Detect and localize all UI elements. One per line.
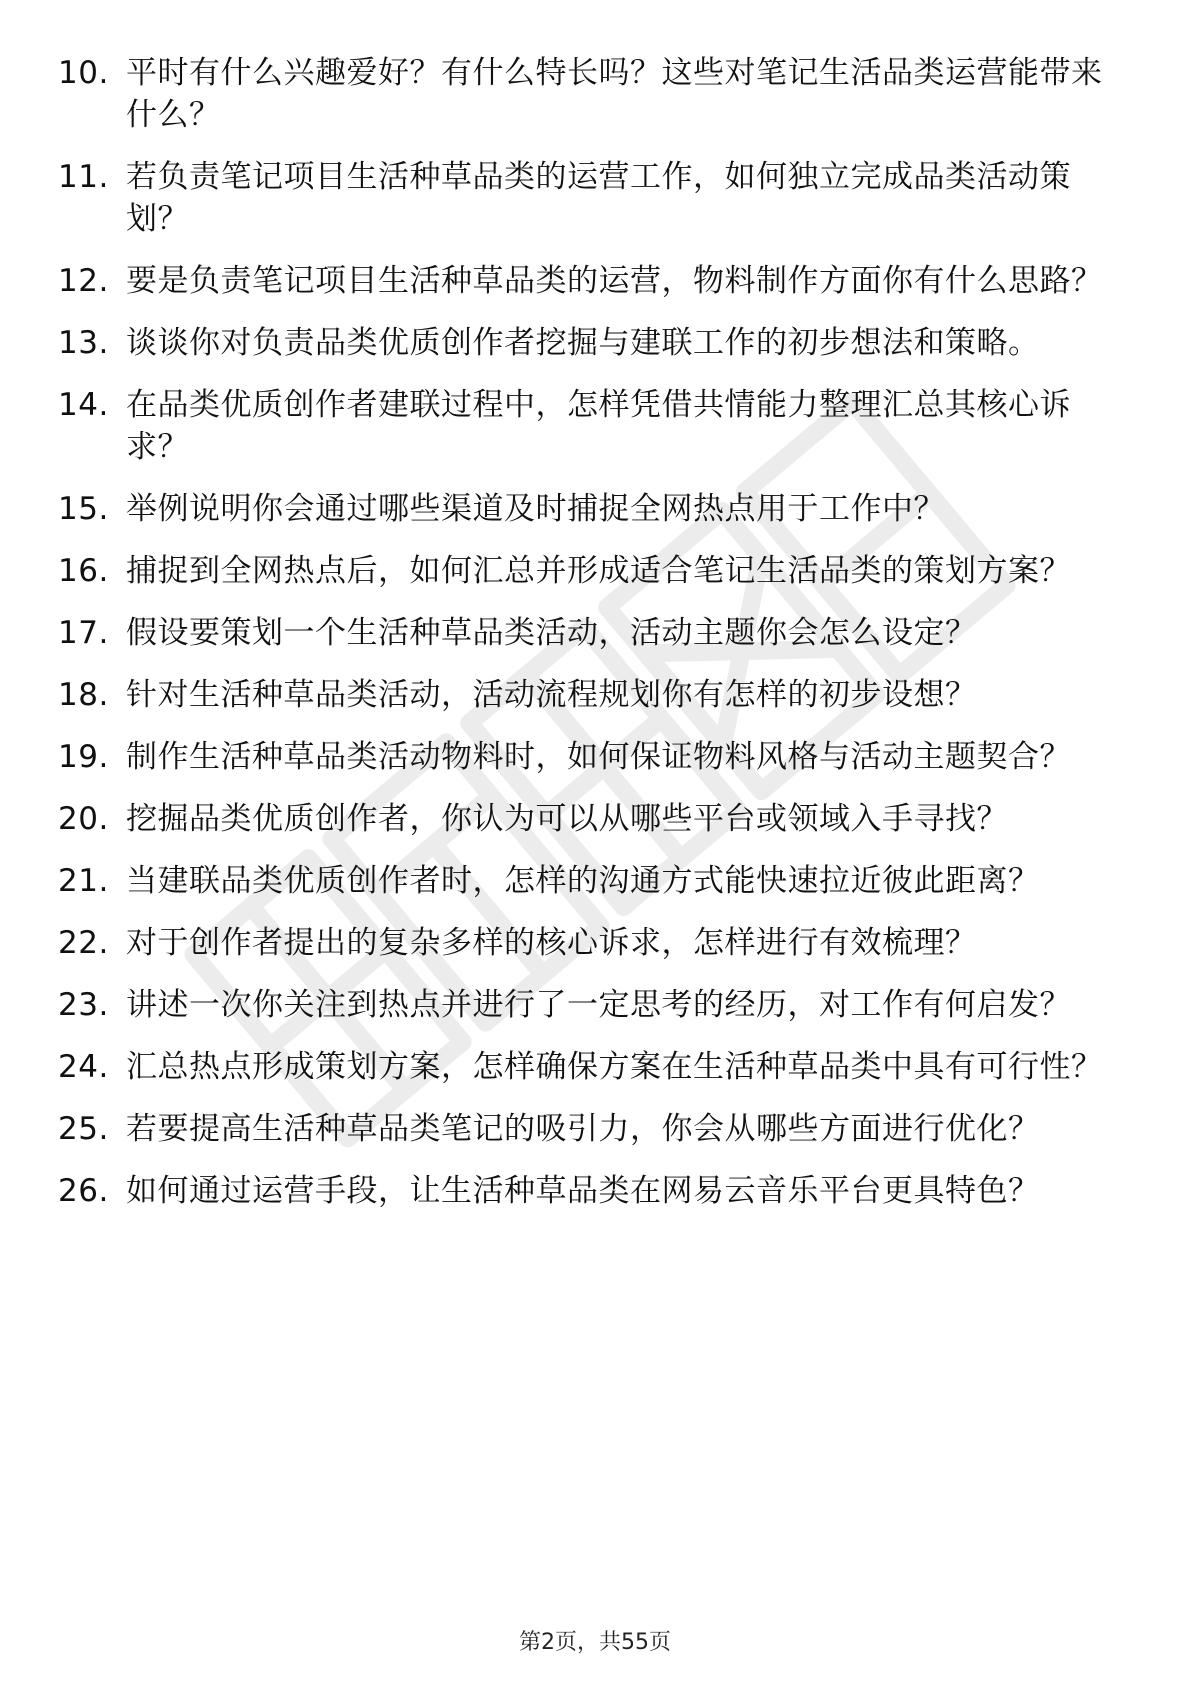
question-text: 若负责笔记项目生活种草品类的运营工作，如何独立完成品类活动策划？ — [126, 159, 1071, 237]
question-text: 谈谈你对负责品类优质创作者挖掘与建联工作的初步想法和策略。 — [126, 325, 1040, 361]
question-text: 汇总热点形成策划方案，怎样确保方案在生活种草品类中具有可行性？ — [126, 1049, 1103, 1085]
question-item — [0, 798, 1106, 840]
question-item — [0, 1170, 1106, 1212]
question-number: 15. — [58, 491, 109, 527]
question-item — [0, 52, 1106, 136]
question-item — [0, 736, 1106, 778]
question-item — [0, 984, 1106, 1026]
page-footer: 第2页，共55页 — [519, 1630, 671, 1655]
question-number: 18. — [58, 677, 109, 713]
question-item — [0, 156, 1106, 240]
question-number: 12. — [58, 263, 109, 299]
question-text: 针对生活种草品类活动，活动流程规划你有怎样的初步设想？ — [126, 677, 977, 713]
question-number: 19. — [58, 739, 109, 775]
question-number: 17. — [58, 615, 109, 651]
question-number: 24. — [58, 1049, 109, 1085]
question-item — [0, 1108, 1106, 1150]
question-text: 讲述一次你关注到热点并进行了一定思考的经历，对工作有何启发？ — [126, 987, 1071, 1023]
question-number: 10. — [58, 55, 109, 91]
question-item — [0, 922, 1106, 964]
question-item — [0, 612, 1106, 654]
question-number: 11. — [58, 159, 109, 195]
question-text: 举例说明你会通过哪些渠道及时捕捉全网热点用于工作中？ — [126, 491, 945, 527]
question-text: 挖掘品类优质创作者，你认为可以从哪些平台或领域入手寻找？ — [126, 801, 1008, 837]
question-text: 平时有什么兴趣爱好？有什么特长吗？这些对笔记生活品类运营能带来什么？ — [126, 55, 1103, 133]
question-text: 假设要策划一个生活种草品类活动，活动主题你会怎么设定？ — [126, 615, 977, 651]
question-number: 23. — [58, 987, 109, 1023]
question-number: 14. — [58, 387, 109, 423]
question-text: 要是负责笔记项目生活种草品类的运营，物料制作方面你有什么思路？ — [126, 263, 1103, 299]
question-text: 捕捉到全网热点后，如何汇总并形成适合笔记生活品类的策划方案？ — [126, 553, 1071, 589]
question-text: 当建联品类优质创作者时，怎样的沟通方式能快速拉近彼此距离？ — [126, 863, 1040, 899]
question-item — [0, 488, 1106, 530]
question-number: 26. — [58, 1173, 109, 1209]
question-list — [0, 52, 1190, 1232]
question-text: 在品类优质创作者建联过程中，怎样凭借共情能力整理汇总其核心诉求？ — [126, 387, 1071, 465]
question-number: 25. — [58, 1111, 109, 1147]
question-item — [0, 384, 1106, 468]
question-item — [0, 674, 1106, 716]
question-item — [0, 550, 1106, 592]
question-item — [0, 260, 1106, 302]
question-item — [0, 1046, 1106, 1088]
question-number: 16. — [58, 553, 109, 589]
question-text: 制作生活种草品类活动物料时，如何保证物料风格与活动主题契合？ — [126, 739, 1071, 775]
question-text: 若要提高生活种草品类笔记的吸引力，你会从哪些方面进行优化？ — [126, 1111, 1040, 1147]
question-item — [0, 860, 1106, 902]
question-text: 如何通过运营手段，让生活种草品类在网易云音乐平台更具特色？ — [126, 1173, 1040, 1209]
question-number: 13. — [58, 325, 109, 361]
question-number: 20. — [58, 801, 109, 837]
question-number: 22. — [58, 925, 109, 961]
question-number: 21. — [58, 863, 109, 899]
question-item — [0, 322, 1106, 364]
question-text: 对于创作者提出的复杂多样的核心诉求，怎样进行有效梳理？ — [126, 925, 977, 961]
